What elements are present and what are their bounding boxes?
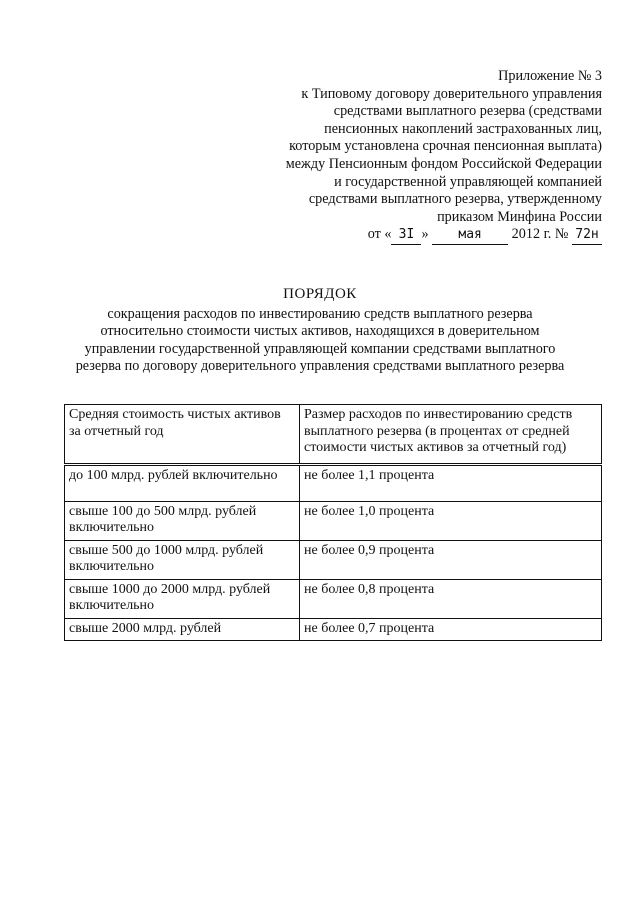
table-header-row <box>65 405 602 465</box>
expense-rate-cell: не более 1,1 процента <box>300 464 602 501</box>
table-row <box>65 618 602 641</box>
header-expense-size: Размер расходов по инвестированию средств выплатного резерва (в процентах от средней стоимости чистых активов за отчетный год) <box>300 405 602 465</box>
expense-rate-table <box>64 404 602 641</box>
appendix-line: которым установлена срочная пенсионная выплата) <box>289 138 602 155</box>
appendix-line: между Пенсионным фондом Российской Федерации <box>285 155 602 172</box>
order-date-line <box>182 226 602 245</box>
document-title <box>40 286 600 376</box>
expense-rate-cell: не более 0,9 процента <box>300 540 602 579</box>
table-row <box>65 540 602 579</box>
expense-rate-cell: не более 0,7 процента <box>300 618 602 641</box>
order-number: 72н <box>572 226 602 245</box>
net-assets-cell: свыше 2000 млрд. рублей <box>65 618 300 641</box>
net-assets-cell: свыше 100 до 500 млрд. рублей включительно <box>65 501 300 540</box>
appendix-line: к Типовому договору доверительного управления <box>301 85 602 102</box>
appendix-line: и государственной управляющей компанией <box>334 173 602 190</box>
order-number-label: № <box>554 226 569 243</box>
appendix-header <box>182 68 602 245</box>
date-quote-close: » <box>421 226 429 243</box>
appendix-line: Приложение № 3 <box>498 68 602 84</box>
net-assets-cell: до 100 млрд. рублей включительно <box>65 464 300 501</box>
header-net-assets: Средняя стоимость чистых активов за отчетный год <box>65 405 300 465</box>
table-row <box>65 464 602 501</box>
title-line: сокращения расходов по инвестированию средств выплатного резерва <box>107 305 533 322</box>
table-row <box>65 579 602 618</box>
title-heading: ПОРЯДОК <box>283 286 357 302</box>
expense-rate-cell: не более 0,8 процента <box>300 579 602 618</box>
order-month: мая <box>432 226 508 245</box>
title-line: управлении государственной управляющей компании средствами выплатного <box>84 340 556 357</box>
order-year: 2012 г. <box>511 226 552 243</box>
date-prefix: от « <box>367 226 392 243</box>
net-assets-cell: свыше 1000 до 2000 млрд. рублей включительно <box>65 579 300 618</box>
appendix-line: средствами выплатного резерва (средствами <box>333 103 602 120</box>
table-row <box>65 501 602 540</box>
net-assets-cell: свыше 500 до 1000 млрд. рублей включительно <box>65 540 300 579</box>
appendix-line: пенсионных накоплений застрахованных лиц, <box>324 120 602 137</box>
appendix-line: приказом Минфина России <box>437 208 602 225</box>
title-line: резерва по договору доверительного управления средствами выплатного резерва <box>75 358 565 375</box>
title-line: относительно стоимости чистых активов, находящихся в доверительном <box>100 323 540 340</box>
order-day: 3I <box>391 226 421 245</box>
expense-rate-cell: не более 1,0 процента <box>300 501 602 540</box>
appendix-line: средствами выплатного резерва, утвержденному <box>308 191 602 208</box>
